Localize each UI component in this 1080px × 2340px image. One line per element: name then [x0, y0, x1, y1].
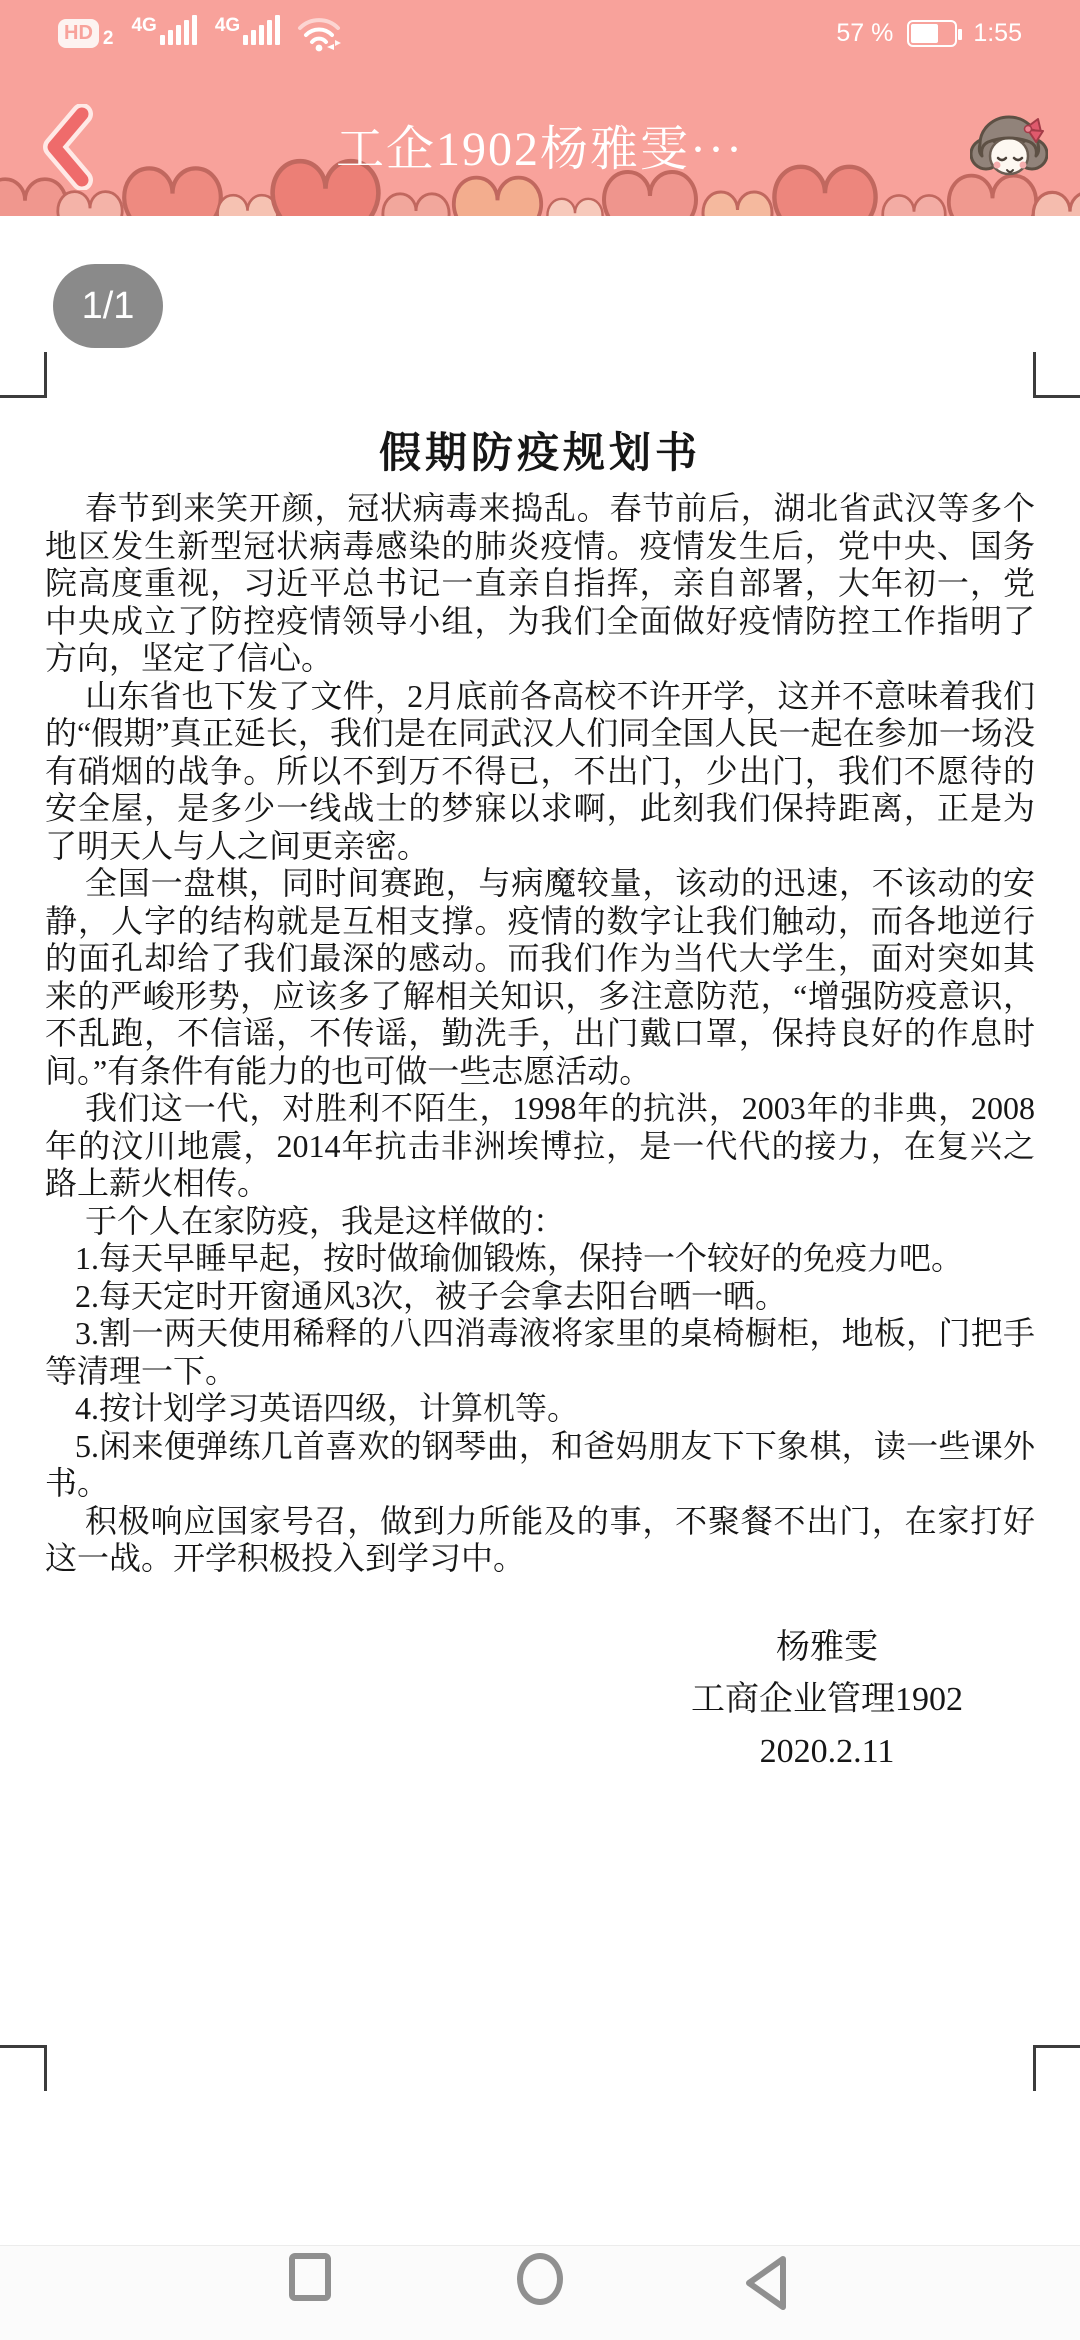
list-item: 3.割一两天使用稀释的八四消毒液将家里的桌椅橱柜，地板，门把手等清理一下。	[45, 1315, 1035, 1389]
signal-bars-icon-1	[160, 15, 197, 45]
paragraph: 春节到来笑开颜，冠状病毒来捣乱。春节前后，湖北省武汉等多个地区发生新型冠状病毒感染的肺炎疫情。疫情发生后，党中央、国务院高度重视，习近平总书记一直亲自指挥，亲自部署，大年初一，党中央成立了防控疫情领导小组，为我们全面做好疫情防控工作指明了方向，坚定了信心。	[45, 490, 1035, 676]
home-circle-icon	[517, 2253, 563, 2305]
avatar[interactable]	[970, 106, 1048, 190]
paragraph: 于个人在家防疫，我是这样做的：	[85, 1202, 566, 1239]
paragraph: 我们这一代，对胜利不陌生，1998年的抗洪，2003年的非典，2008年的汶川地震，2014年抗击非洲埃博拉，是一代代的接力，在复兴之路上薪火相传。	[45, 1090, 1035, 1201]
signal-sim2	[215, 15, 280, 51]
closing-paragraph: 积极响应国家号召，做到力所能及的事，不聚餐不出门，在家打好这一战。开学积极投入到学习中。	[45, 1502, 1035, 1576]
recents-square-icon	[289, 2253, 331, 2301]
signature-block	[45, 1622, 1035, 1778]
network-type-label-2: 4G	[214, 15, 241, 36]
battery-percent-label: 57 %	[836, 18, 894, 47]
document-viewer[interactable]	[0, 216, 1080, 2245]
clock-label: 1:55	[973, 18, 1022, 47]
recents-button[interactable]	[250, 2246, 370, 2316]
navigation-bar	[0, 2245, 1080, 2340]
wifi-icon	[296, 14, 342, 52]
network-type-label-1: 4G	[131, 15, 157, 36]
page-corner-mark-bottom-right	[1033, 2045, 1080, 2091]
page-corner-mark-top-right	[1033, 352, 1080, 398]
list-item: 1.每天早睡早起，按时做瑜伽锻炼，保持一个较好的免疫力吧。	[75, 1240, 964, 1276]
back-nav-button[interactable]	[706, 2246, 826, 2316]
page-indicator-badge: 1/1	[53, 264, 163, 348]
battery-icon	[907, 20, 957, 47]
sim2-indicator: 2	[102, 28, 114, 49]
status-bar	[0, 0, 1080, 66]
page-corner-mark-top-left	[0, 352, 47, 398]
signal-sim1	[131, 15, 196, 51]
document-page	[45, 420, 1035, 1778]
status-left-cluster	[58, 0, 342, 66]
page-corner-mark-bottom-left	[0, 2045, 47, 2091]
hd-voice-icon: HD	[58, 19, 99, 48]
app-header	[0, 66, 1080, 216]
paragraph: 山东省也下发了文件，2月底前各高校不许开学，这并不意味着我们的“假期”真正延长，我们是在同武汉人们同全国人民一起在参加一场没有硝烟的战争。所以不到万不得已，不出门，少出门，我们不愿待的安全屋，是多少一线战士的梦寐以求啊，此刻我们保持距离，正是为了明天人与人之间更亲密。	[45, 677, 1035, 864]
paragraph: 全国一盘棋，同时间赛跑，与病魔较量，该动的迅速，不该动的安静，人字的结构就是互相支撑。疫情的数字让我们触动，而各地逆行的面孔却给了我们最深的感动。而我们作为当代大学生，面对突如其来的严峻形势，应该多了解相关知识，多注意防范，“增强防疫意识，不乱跑，不信谣，不传谣，勤洗手，出门戴口罩，保持良好的作息时间。”有条件有能力的也可做一些志愿活动。	[45, 865, 1035, 1089]
signature-class: 工商企业管理1902	[691, 1680, 963, 1718]
back-triangle-icon	[739, 2253, 793, 2313]
list-item: 5.闲来便弹练几首喜欢的钢琴曲，和爸妈朋友下下象棋，读一些课外书。	[45, 1427, 1035, 1501]
conversation-title: 工企1902杨雅雯···	[336, 123, 744, 176]
signal-bars-icon-2	[243, 15, 280, 45]
list-item: 4.按计划学习英语四级，计算机等。	[75, 1390, 580, 1426]
list-item: 2.每天定时开窗通风3次，被子会拿去阳台晒一晒。	[75, 1277, 788, 1314]
signature-date: 2020.2.11	[759, 1732, 895, 1770]
signature-name: 杨雅雯	[776, 1628, 878, 1666]
home-button[interactable]	[480, 2246, 600, 2316]
status-right-cluster	[836, 0, 1022, 66]
document-title: 假期防疫规划书	[378, 431, 701, 477]
